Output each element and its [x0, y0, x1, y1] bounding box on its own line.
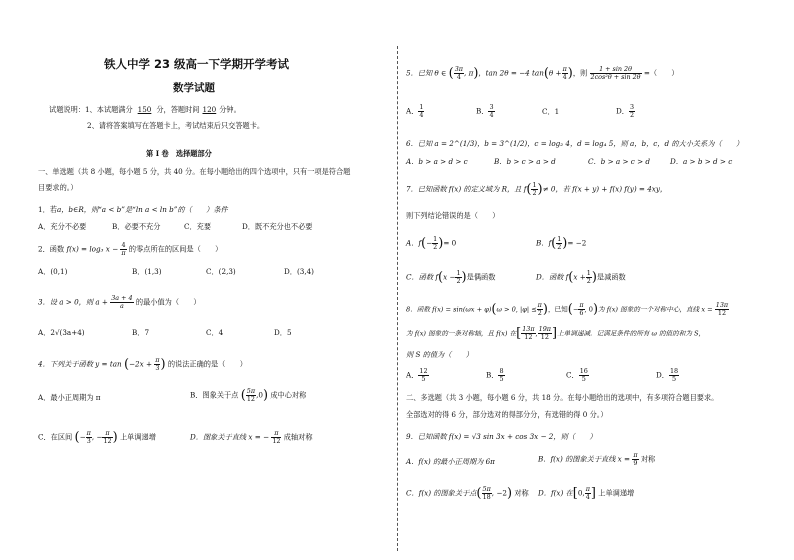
exam-title: 铁人中学 23 级高一下学期开学考试	[104, 57, 290, 71]
q3-option-c: C．4	[206, 328, 224, 337]
q1-option-b: B．必要不充分	[112, 222, 161, 231]
q7-option-d: D．函数 f(x + $\frac{1}{2}$ )是减函数	[536, 269, 626, 285]
instructions-1: 试题说明：1、本试题满分 150 分，答题时间 120 分钟。	[49, 105, 241, 114]
question-1-stem: 1．若a，b∈R，则“a < b”是“ln a < ln b”的（ ）条件	[38, 205, 228, 214]
q8-option-b: B． $\frac{8}{5}$	[486, 367, 504, 383]
part2-instructions-1: 二、多选题（共 3 小题，每小题 6 分，共 18 分。在每小题给出的选项中，有多项符合题目要求。	[406, 393, 719, 402]
question-9-stem: 9．已知函数 f(x) = √3 sin 3x + cos 3x − 2，则（ ）	[406, 432, 597, 441]
q4-option-b: B．图象关于点 ( $\frac{5\pi}{12}$ ,0) 成中心对称	[190, 387, 307, 403]
q6-option-b: B．b > c > a > d	[494, 157, 556, 166]
q5-option-d: D． $\frac{3}{2}$	[616, 103, 635, 119]
q9-option-b: B．f(x) 的图象关于直线 x = $\frac{\pi}{9}$ 对称	[538, 451, 656, 467]
q8-option-c: C． $\frac{16}{5}$	[566, 367, 588, 383]
q3-option-d: D．5	[274, 328, 292, 337]
q5-option-a: A． $\frac{1}{4}$	[406, 103, 424, 119]
q1-option-d: D．既不充分也不必要	[242, 222, 313, 231]
q9-option-c: C．f(x) 的图象关于点( $\frac{5\pi}{18}$ , −2) 对称	[406, 485, 529, 501]
q7-option-b: B．f( $\frac{1}{2}$ )= −2	[536, 235, 587, 251]
question-7-stem: 7．已知函数 f(x) 的定义域为 R，且 f( $\frac{1}{2}$ )≠ 0，若 f(x + y) + f(x) f(y) = 4xy，	[406, 181, 668, 197]
q5-option-b: B． $\frac{3}{4}$	[476, 103, 494, 119]
q7-option-a: A．f(− $\frac{1}{2}$ )= 0	[406, 235, 457, 251]
question-8-stem: 8．函数 f(x) = sin(ωx + φ)(ω > 0, |φ| ≤ $\frac{\pi}{2}$ )，已知(− $\frac{\pi}{6}$ , 0)为 f(x) 图象的一个对称中心，直线 x = $\frac{13\pi}{12}$	[406, 301, 729, 317]
q4-option-a: A．最小正周期为 π	[38, 393, 101, 402]
q1-option-a: A．充分不必要	[38, 222, 87, 231]
instructions-2: 2、请将答案填写在答题卡上，考试结束后只交答题卡。	[87, 121, 265, 130]
q2-option-b: B．(1,3)	[132, 267, 162, 276]
q9-option-a: A．f(x) 的最小正周期为 6π	[406, 457, 495, 466]
q2-option-c: C．(2,3)	[206, 267, 236, 276]
part1-instructions-1: 一、单选题（共 8 小题，每小题 5 分，共 40 分。在每小题给出的四个选项中，只有一项是符合题	[38, 167, 351, 176]
exam-subject: 数学试题	[173, 82, 215, 94]
q2-option-d: D．(3,4)	[284, 267, 314, 276]
question-4-stem: 4．下列关于函数 y = tan (−2x + $\frac{\pi}{3}$ ) 的说法正确的是（ ）	[38, 356, 247, 372]
q2-option-a: A．(0,1)	[38, 267, 68, 276]
q4-option-d: D．图象关于直线 x = − $\frac{\pi}{12}$ 成轴对称	[190, 429, 313, 445]
column-divider	[397, 46, 398, 551]
q6-option-c: C．b > a > c > d	[588, 157, 650, 166]
q3-option-b: B．7	[132, 328, 150, 337]
question-5-stem: 5．已知 θ ∈ ( $\frac{3\pi}{4}$ , π)，tan 2θ = −4 tan(θ + $\frac{\pi}{4}$ )，则 $\frac{1 + \sin 2\theta}{\text{2cos²θ + sin 2θ}}$ =（ ）	[406, 65, 679, 81]
q7-option-c: C．函数 f(x − $\frac{1}{2}$ )是偶函数	[406, 269, 496, 285]
question-3-stem: 3．设 a > 0，则 a + $\frac{3a + 4}{a}$ 的最小值为（ ）	[38, 294, 201, 310]
q8-option-a: A． $\frac{12}{5}$	[406, 367, 428, 383]
q8-option-d: D． $\frac{18}{5}$	[656, 367, 679, 383]
q1-option-c: C．充要	[184, 222, 212, 231]
section-title: 第 Ⅰ 卷 选择题部分	[146, 149, 212, 158]
question-7-stem-2: 则下列结论错误的是（ ）	[406, 211, 500, 220]
q4-option-c: C．在区间 (− $\frac{\pi}{3}$ , − $\frac{\pi}{12}$ ) 上单调递增	[38, 429, 156, 445]
q5-option-c: C．1	[542, 107, 560, 116]
question-8-stem-2: 为 f(x) 图象的一条对称轴，且 f(x) 在[ $\frac{13\pi}{12}$ , $\frac{19\pi}{12}$ ]上单调递减．记满足条件的所有 ω 的值的和为 S，	[406, 325, 706, 341]
question-8-stem-3: 则 S 的值为（ ）	[406, 350, 473, 359]
part2-instructions-2: 全部选对的得 6 分，部分选对的得部分分，有选错的得 0 分。）	[406, 410, 608, 419]
q9-option-d: D．f(x) 在[0, $\frac{\pi}{4}$ ] 上单调递增	[538, 485, 635, 501]
q6-option-d: D．a > b > d > c	[670, 157, 733, 166]
q6-option-a: A．b > a > d > c	[406, 157, 468, 166]
q3-option-a: A．2√(3a+4)	[38, 328, 85, 337]
question-6-stem: 6．已知 a = 2^(1/3)，b = 3^(1/2)，c = log₂ 4，d = log₄ 5，则 a，b，c，d 的大小关系为（ ）	[406, 139, 744, 148]
part1-instructions-2: 目要求的。）	[38, 183, 78, 192]
question-2-stem: 2．函数 f(x) = log₃ x − $\frac{4}{\pi}$ 的零点所在的区间是（ ）	[38, 241, 223, 257]
